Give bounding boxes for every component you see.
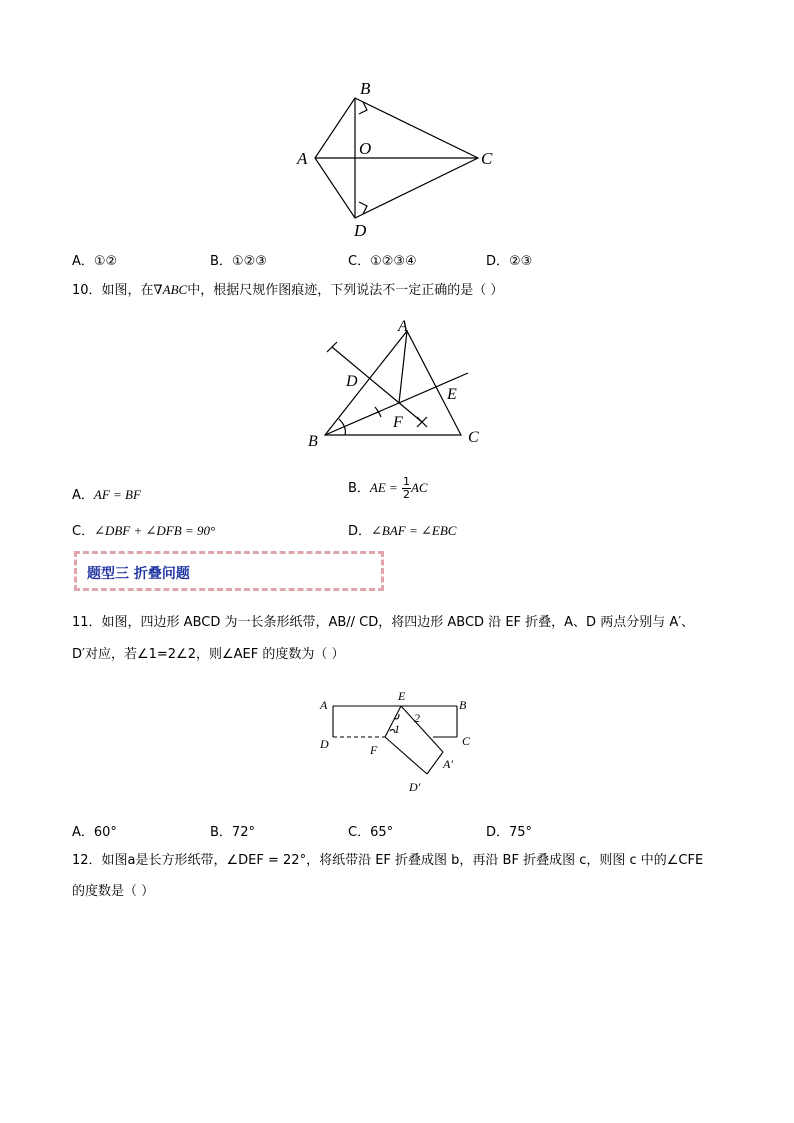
label-C: C: [468, 429, 479, 446]
label-E: E: [398, 689, 406, 703]
label-D: D: [354, 221, 367, 240]
q10-option-c[interactable]: C．∠DBF + ∠DFB = 90°: [72, 523, 216, 539]
q9-option-b[interactable]: B．①②③: [210, 254, 267, 269]
q11-option-d[interactable]: D．75°: [486, 825, 533, 840]
label-A: A: [398, 318, 408, 335]
label-C: C: [462, 734, 471, 748]
label-E: E: [447, 386, 457, 403]
q12-stem-line2: 的度数是（ ）: [72, 884, 155, 899]
q12-stem-line1: 12．如图a是长方形纸带，∠DEF = 22°，将纸带沿 EF 折叠成图 b，再沿 BF 折叠成图 c，则图 c 中的∠CFE: [72, 853, 704, 868]
q11-stem-line1: 11．如图，四边形 ABCD 为一长条形纸带，AB// CD，将四边形 ABCD 沿 EF 折叠，A、D 两点分别与 A′、: [72, 615, 695, 630]
q11-stem-line2: D′对应，若∠1=2∠2，则∠AEF 的度数为（ ）: [72, 647, 345, 662]
label-D-prime: D′: [409, 780, 421, 794]
q11-option-a[interactable]: A．60°: [72, 825, 117, 840]
label-A-prime: A′: [443, 757, 453, 771]
label-D: D: [346, 373, 358, 390]
label-C: C: [481, 149, 493, 168]
label-B: B: [360, 79, 371, 98]
q10-option-a[interactable]: A．AF = BF: [72, 487, 141, 503]
label-A: A: [297, 149, 308, 168]
section-title: 题型三 折叠问题: [87, 566, 190, 582]
q10-triangle-figure: [305, 315, 495, 450]
label-D: D: [320, 737, 329, 751]
label-angle-1: 1: [394, 722, 400, 736]
q10-prefix: 10．如图，在: [72, 283, 154, 298]
q9-option-a[interactable]: A．①②: [72, 254, 118, 269]
label-angle-2: 2: [414, 711, 420, 725]
q10-triangle: ∇ABC: [153, 282, 188, 297]
label-O: O: [359, 139, 372, 158]
q9-option-d[interactable]: D．②③: [486, 254, 533, 269]
label-F: F: [393, 414, 403, 431]
q11-fold-figure: [315, 688, 485, 798]
q10-option-b[interactable]: B．AE = $\frac{1}{2}$ AC: [348, 475, 428, 501]
q10-stem: [72, 280, 503, 301]
q9-kite-figure: [290, 70, 510, 245]
label-F: F: [370, 743, 378, 757]
q10-suffix: 中，根据尺规作图痕迹，下列说法不一定正确的是（ ）: [187, 283, 504, 298]
label-A: A: [320, 698, 328, 712]
fraction-one-half: $\frac{1}{2}$: [402, 475, 410, 501]
q10-option-d[interactable]: D．∠BAF = ∠EBC: [348, 523, 457, 539]
label-B: B: [459, 698, 467, 712]
q9-option-c[interactable]: C．①②③④: [348, 254, 417, 269]
label-B: B: [308, 433, 318, 450]
q11-option-b[interactable]: B．72°: [210, 825, 255, 840]
q11-option-c[interactable]: C．65°: [348, 825, 394, 840]
